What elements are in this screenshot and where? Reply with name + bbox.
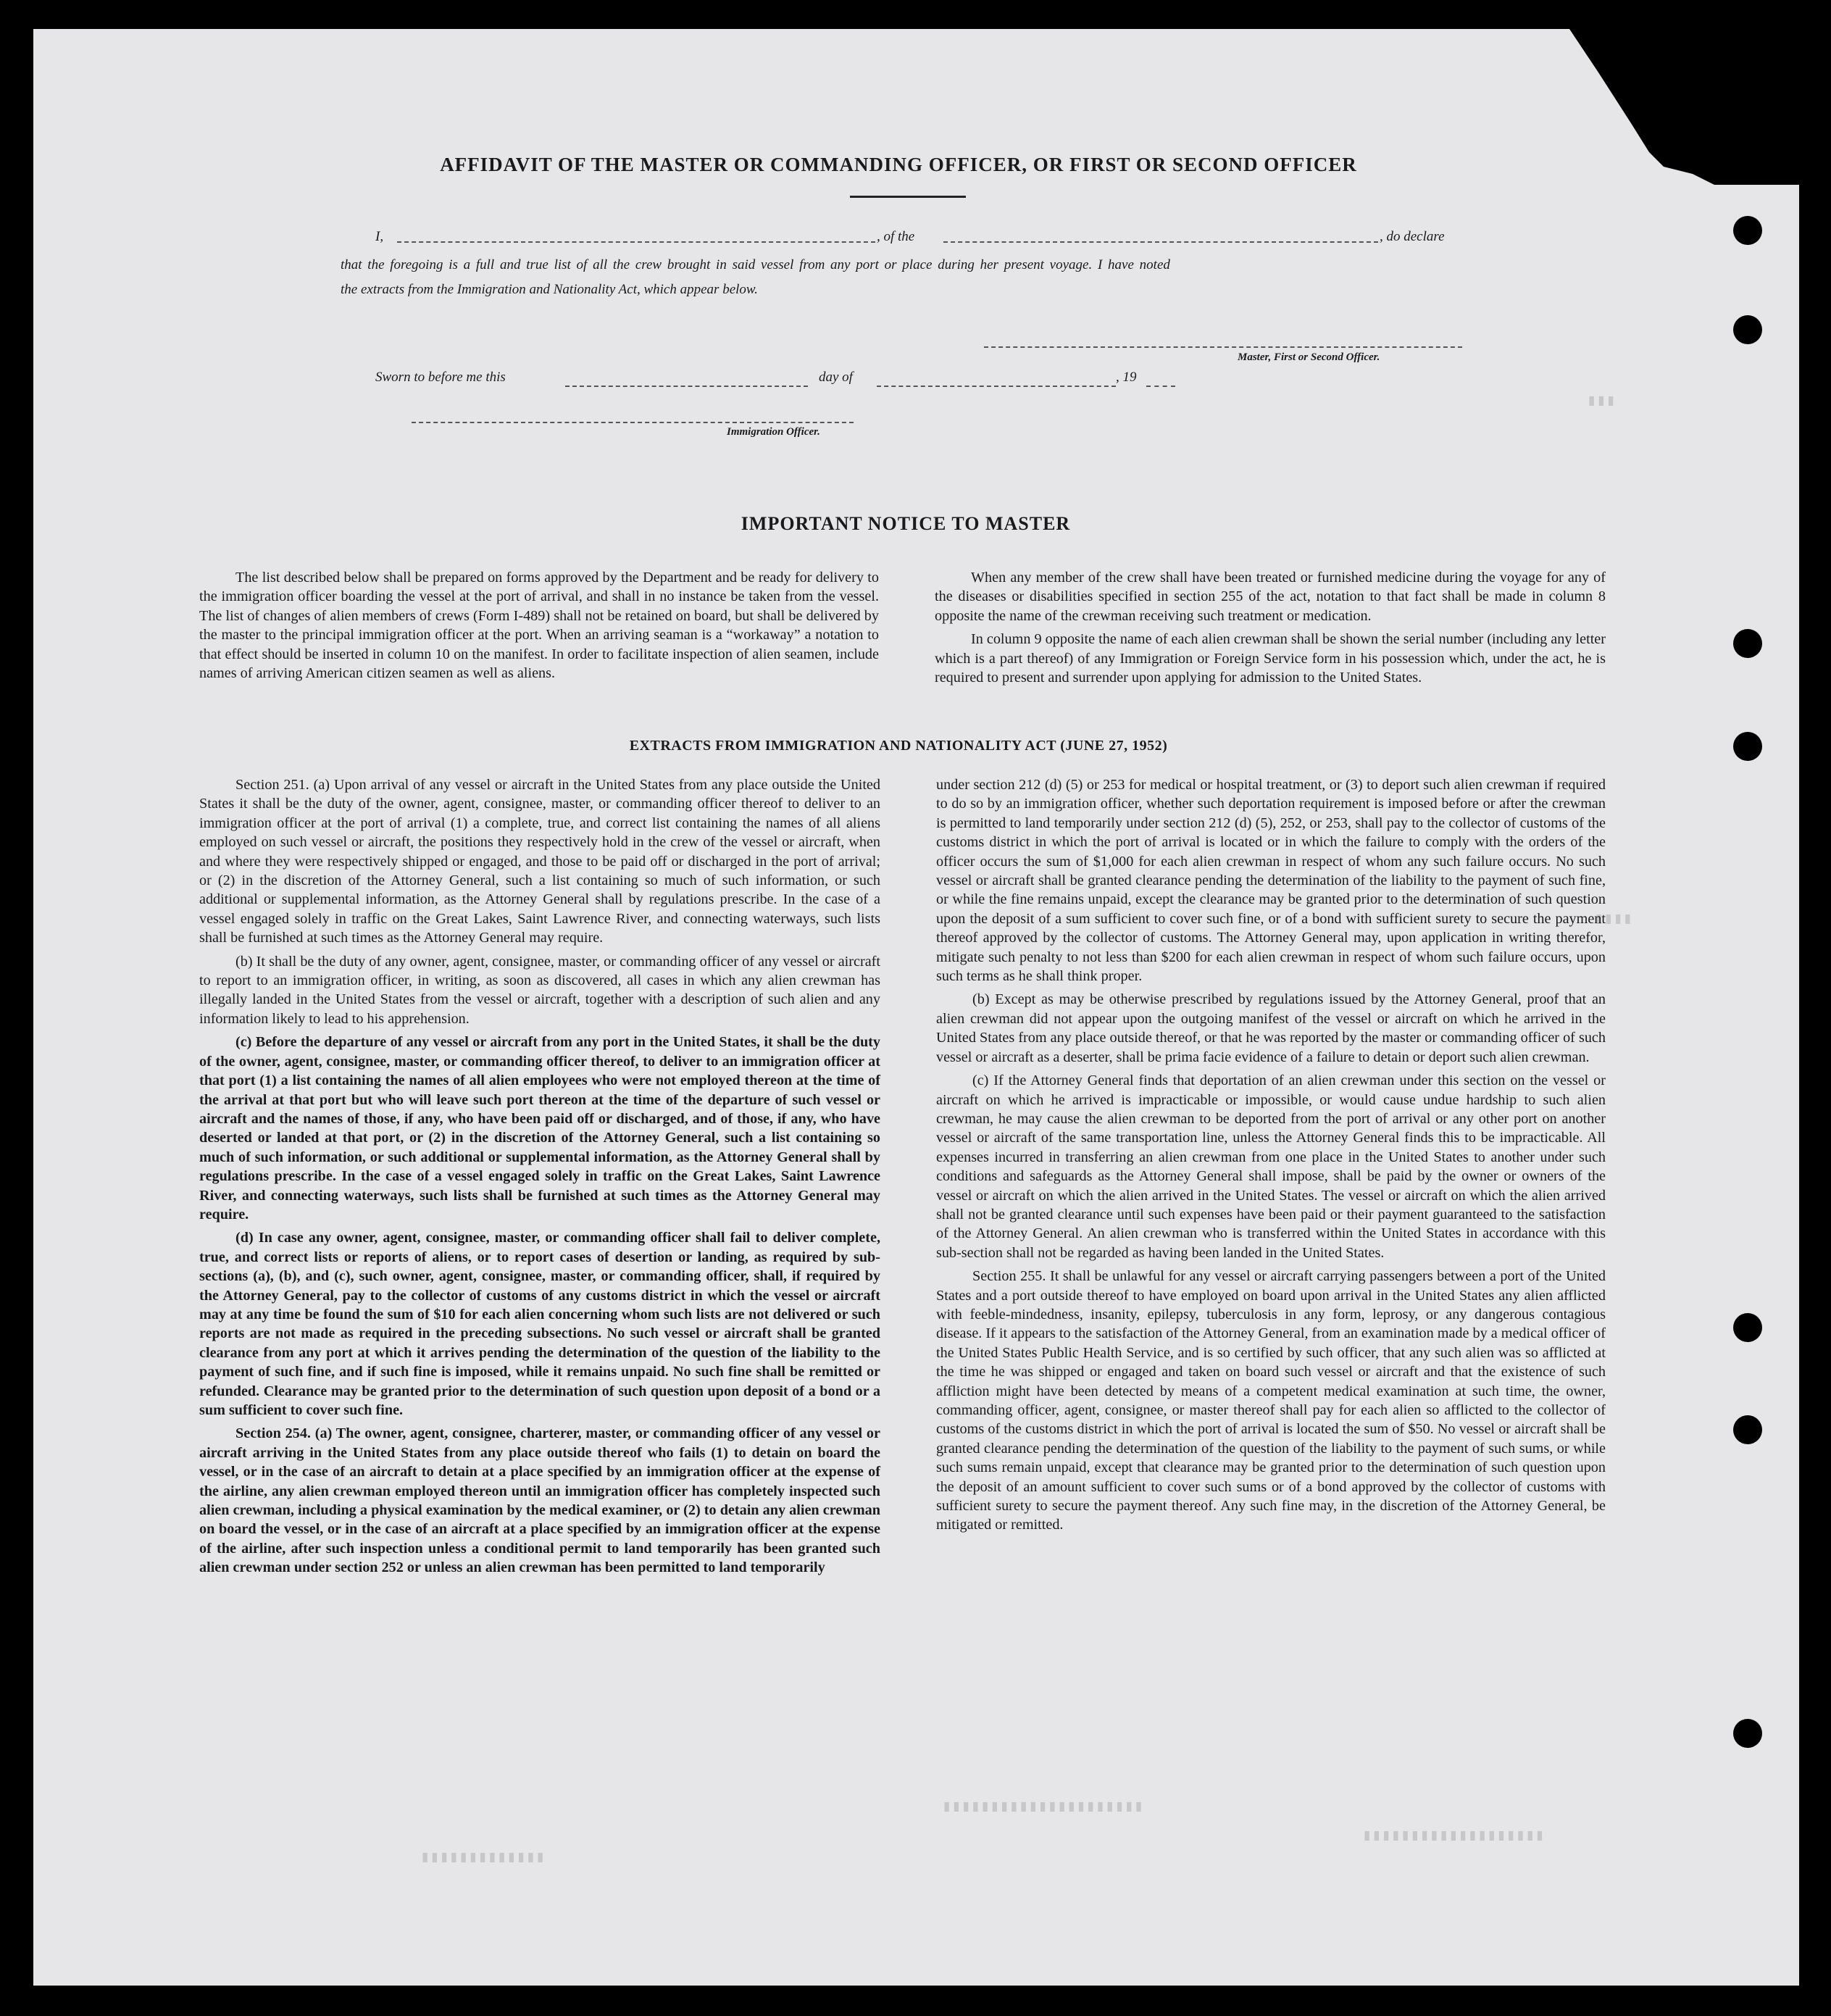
extract-paragraph: (b) Except as may be otherwise prescribed by regulations issued by the Attorney General, proof that an alien crewman did not appear upon the outgoing manifest of the vessel or aircraft on which he arrived in the United States from any place outside thereof, or that he was reported by the master or commanding officer of such vessel or aircraft as a deserter, shall be prima facie evidence of a failure to detain or deport such alien crewman. [936, 991, 1606, 1065]
extract-paragraph: (c) If the Attorney General finds that deportation of an alien crewman under this section on the vessel or aircraft on which he arrived is impracticable or impossible, or would cause undue hardship to such alien crewman, he may cause the alien crewman to be deported from the port of arrival or any other port on another vessel or aircraft of the same transportation line, unless the Attorney General finds this to be impracticable. All expenses incurred in transferring an alien crewman from one place in the United States to another under such conditions and safeguards as the Attorney General shall impose, shall be paid by the owner or owners of the vessel or aircraft on which the alien arrived in the United States. The vessel or aircraft on which the alien arrived shall not be granted clearance until such expenses have been paid or their payment guaranteed to the satisfaction of the Attorney General. An alien crewman who is transferred within the United States in accordance with this sub-section shall not be regarded as having been landed in the United States. [936, 1072, 1606, 1261]
extract-paragraph: (c) Before the departure of any vessel or aircraft from any port in the United States, it shall be the duty of the owner, agent, consignee, master, or commanding officer thereof, to deliver to an immigration officer at that port (1) a list containing the names of all alien employees who were not employed thereon at the time of the arrival at that port but who will leave such port thereon at the time of the departure of such vessel or aircraft and the names of those, if any, who have been paid off or discharged, and of those, if any, who have deserted or landed at that port, or (2) in the discretion of the Attorney General, such a list containing so much of such information, or such additional or supplemental information, as the Attorney General shall by regulations prescribe. In the case of a vessel engaged solely in traffic on the Great Lakes, Saint Lawrence River, and connecting waterways, such lists shall be furnished at such times as the Attorney General may require. [199, 1034, 880, 1222]
extracts-right-column [936, 775, 1606, 1539]
year-label: , 19 [1116, 370, 1137, 385]
punch-hole [1733, 1719, 1762, 1748]
bleed-through-mark: ▮▮▮▮▮▮▮▮▮▮▮▮▮ [420, 1849, 546, 1867]
title-underline [850, 196, 966, 198]
bleed-through-mark: ▮▮▮▮ [1594, 910, 1632, 928]
punch-hole [1733, 629, 1762, 658]
notice-title: IMPORTANT NOTICE TO MASTER [741, 513, 1071, 534]
officer-signature-caption: Immigration Officer. [727, 426, 820, 438]
affidavit-declaration-line: that the foregoing is a full and true list of all the crew brought in said vessel from any port or place during her present voyage. I have noted [341, 257, 1170, 272]
master-name-field[interactable] [397, 241, 875, 243]
sworn-year-field[interactable] [1146, 386, 1175, 387]
extract-paragraph: (b) It shall be the duty of any owner, agent, consignee, master, or commanding officer of any vessel or aircraft to report to an immigration officer, in writing, as soon as discovered, all cases in which any alien crewman has illegally landed in the United States from the vessel or aircraft, together with a description of such alien and any information likely to lead to his apprehension. [199, 953, 880, 1027]
master-signature-field[interactable] [984, 346, 1462, 348]
affidavit-i-label: I, [375, 229, 384, 244]
sworn-month-field[interactable] [877, 386, 1116, 387]
extract-paragraph: Section 251. (a) Upon arrival of any vessel or aircraft in the United States from any place outside the United States it shall be the duty of the owner, agent, consignee, master, or commanding officer thereof to deliver to an immigration officer at the port of arrival (1) a complete, true, and correct list containing the names of all aliens employed on such vessel or aircraft, the positions they respectively hold in the crew of the vessel or aircraft, when and where they were respectively shipped or engaged, and those to be paid off or discharged in the port of arrival; or (2) in the discretion of the Attorney General, such a list containing so much of such information, or such additional or supplemental information, as the Attorney General shall by regulations prescribe. In the case of a vessel engaged solely in traffic on the Great Lakes, Saint Lawrence River, and connecting waterways, such lists shall be furnished at such times as the Attorney General may require. [199, 777, 880, 946]
bleed-through-mark: ▮▮▮ [1587, 392, 1616, 410]
punch-hole [1733, 216, 1762, 245]
officer-signature-field[interactable] [412, 422, 854, 423]
bleed-through-mark: ▮▮▮▮▮▮▮▮▮▮▮▮▮▮▮▮▮▮▮▮▮ [942, 1798, 1144, 1816]
affidavit-of-the-label: , of the [877, 229, 915, 244]
punch-hole [1733, 1415, 1762, 1444]
punch-hole [1733, 315, 1762, 344]
punch-hole [1733, 1313, 1762, 1342]
affidavit-title: AFFIDAVIT OF THE MASTER OR COMMANDING OFFICER, OR FIRST OR SECOND OFFICER [440, 154, 1357, 175]
sworn-day-field[interactable] [565, 386, 808, 387]
bleed-through-mark: ▮▮▮▮▮▮▮▮▮▮▮▮▮▮▮▮▮▮▮ [1362, 1827, 1545, 1845]
vessel-name-field[interactable] [943, 241, 1378, 243]
affidavit-declaration-line: the extracts from the Immigration and Nationality Act, which appear below. [341, 282, 758, 297]
master-signature-caption: Master, First or Second Officer. [1238, 351, 1380, 363]
extract-paragraph: under section 212 (d) (5) or 253 for medical or hospital treatment, or (3) to deport such alien crewman if required to do so by an immigration officer, whether such deportation requirement is imposed before or after the crewman is permitted to land temporarily under section 212 (d) (5), 252, or 253, shall pay to the collector of customs of the customs district in which the port of arrival is located or in which the failure to comply with the orders of the officer occurs the sum of $1,000 for each alien crewman in respect of whom any such failure occurs. No such vessel or aircraft shall be granted clearance pending the determination of the liability to the payment of such fine, or while the fine remains unpaid, except the clearance may be granted prior to the determination of such question upon the deposit of a sum sufficient to cover such fine, or of a bond with sufficient surety to secure the payment thereof approved by the collector of customs. The Attorney General may, upon application in writing therefor, mitigate such penalty to not less than $200 for each alien crewman in respect of whom such failure occurs, upon such terms as he shall think proper. [936, 777, 1606, 985]
day-of-label: day of [819, 370, 853, 385]
notice-paragraph: The list described below shall be prepared on forms approved by the Department and be ready for delivery to the immigration officer boarding the vessel at the port of arrival, and shall in no instance be taken from the vessel. The list of changes of alien members of crews (Form I-489) shall not be retained on board, but shall be delivered by the master to the principal immigration officer at the port. When an arriving seaman is a “workaway” a notation to that effect should be inserted in column 10 on the manifest. In order to facilitate inspection of alien seamen, include names of arriving American citizen seamen as well as aliens. [199, 570, 879, 682]
notice-right-column [935, 568, 1606, 691]
extract-paragraph: Section 255. It shall be unlawful for any vessel or aircraft carrying passengers between a port of the United States and a port outside thereof to have employed on board upon arrival in the United States any alien afflicted with feeble-mindedness, insanity, epilepsy, tuberculosis in any form, leprosy, or any dangerous contagious disease. If it appears to the satisfaction of the Attorney General, from an examination made by a medical officer of the United States Public Health Service, and is so certified by such officer, that any such alien was so afflicted at the time he was shipped or engaged and taken on board such vessel or aircraft and that the existence of such affliction might have been detected by means of a competent medical examination at such time, the owner, commanding officer, agent, consignee, or master thereof shall pay for each alien so afflicted to the collector of customs of the customs district in which the port of arrival is located the sum of $50. No vessel or aircraft shall be granted clearance pending the determination of the question of the liability to the payment of such sums, or while such sums remain unpaid, except that clearance may be granted prior to the determination of such question upon the deposit of an amount sufficient to cover such sums or of a bond approved by the collector of customs with sufficient surety to secure the payment thereof. Any such fine may, in the discretion of the Attorney General, be mitigated or remitted. [936, 1268, 1606, 1533]
extracts-title: EXTRACTS FROM IMMIGRATION AND NATIONALITY ACT (JUNE 27, 1952) [629, 738, 1168, 754]
extracts-left-column [199, 775, 880, 1582]
affidavit-do-declare-label: , do declare [1380, 229, 1445, 244]
extract-paragraph: Section 254. (a) The owner, agent, consignee, charterer, master, or commanding officer of any vessel or aircraft arriving in the United States from any place outside thereof who fails (1) to detain on board the vessel, or in the case of an aircraft to detain at a place specified by an immigration officer at the expense of the airline, any alien crewman employed thereon until an immigration officer has completely inspected such alien crewman, including a physical examination by the medical examiner, or (2) to detain any alien crewman on board the vessel, or in the case of an aircraft at a place specified by an immigration officer at the expense of the airline, after such inspection unless a conditional permit to land temporarily has been granted such alien crewman under section 252 or unless an alien crewman has been permitted to land temporarily [199, 1425, 880, 1576]
notice-paragraph: When any member of the crew shall have been treated or furnished medicine during the voyage for any of the diseases or disabilities specified in section 255 of the act, notation to that fact shall be made in column 8 opposite the name of the crewman receiving such treatment or medication. [935, 570, 1606, 624]
notice-paragraph: In column 9 opposite the name of each alien crewman shall be shown the serial number (including any letter which is a part thereof) of any Immigration or Foreign Service form in his possession which, under the act, he is required to present and surrender upon applying for admission to the United States. [935, 631, 1606, 686]
extract-paragraph: (d) In case any owner, agent, consignee, master, or commanding officer shall fail to deliver complete, true, and correct lists or reports of aliens, or to report cases of desertion or landing, as required by sub-sections (a), (b), and (c), such owner, agent, consignee, master, or commanding officer, shall, if required by the Attorney General, pay to the collector of customs of any customs district in which the vessel or aircraft may at any time be found the sum of $10 for each alien concerning whom such lists are not delivered or such reports are not made as required in the preceding subsections. No such vessel or aircraft shall be granted clearance from any port at which it arrives pending the determination of the question of the liability to the payment of such fine, and if such fine is imposed, while it remains unpaid. No such fine shall be remitted or refunded. Clearance may be granted prior to the determination of such question upon deposit of a bond or a sum sufficient to cover such fine. [199, 1230, 880, 1418]
sworn-label: Sworn to before me this [375, 370, 506, 385]
notice-left-column [199, 568, 879, 687]
